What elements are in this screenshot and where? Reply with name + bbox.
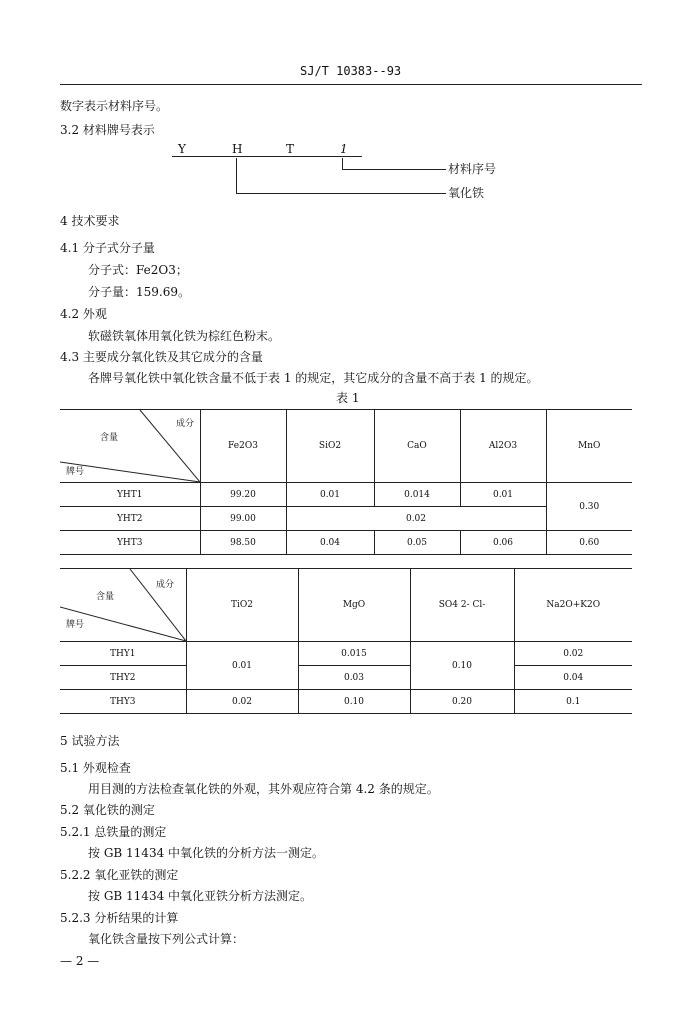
corner-content-label: 含量 bbox=[100, 433, 119, 443]
composition-table-part1 bbox=[60, 409, 632, 555]
corner-grade-label: 牌号 bbox=[66, 620, 85, 630]
grade-cell: THY1 bbox=[60, 642, 186, 666]
label-serial: 材料序号 bbox=[448, 162, 497, 176]
table-row bbox=[60, 483, 632, 507]
merged-value-cell: 0.02 bbox=[286, 507, 546, 531]
value-cell: 0.014 bbox=[374, 483, 460, 507]
col-header-cao: CaO bbox=[374, 410, 460, 483]
tio2-merged-cell: 0.01 bbox=[186, 642, 298, 690]
section-5-1-text: 用目测的方法检查氧化铁的外观，其外观应符合第 4.2 条的规定。 bbox=[88, 782, 439, 796]
code-letter-serial: 1 bbox=[340, 142, 348, 156]
col-header-mgo: MgO bbox=[298, 569, 410, 642]
so4cl-merged-cell: 0.10 bbox=[410, 642, 514, 690]
section-5-2-2-text: 按 GB 11434 中氧化亚铁分析方法测定。 bbox=[88, 889, 313, 903]
molecular-formula: 分子式：Fe2O3； bbox=[88, 263, 188, 277]
table-row bbox=[60, 531, 632, 555]
table-row bbox=[60, 666, 632, 690]
value-cell: 0.10 bbox=[298, 690, 410, 714]
col-header-al2o3: Al2O3 bbox=[460, 410, 546, 483]
section-5-2-2-title: 5.2.2 氧化亚铁的测定 bbox=[60, 868, 179, 882]
corner-grade-label: 牌号 bbox=[66, 467, 85, 477]
grade-cell: YHT3 bbox=[60, 531, 200, 555]
value-cell: 98.50 bbox=[200, 531, 286, 555]
code-letter-h: H bbox=[232, 142, 243, 156]
section-5-2-1-title: 5.2.1 总铁量的测定 bbox=[60, 825, 167, 839]
serial-connector bbox=[342, 158, 343, 169]
table-row bbox=[60, 690, 632, 714]
grade-cell: THY2 bbox=[60, 666, 186, 690]
corner-header bbox=[60, 410, 200, 483]
molecular-weight: 分子量：159.69。 bbox=[88, 285, 190, 299]
corner-component-label: 成分 bbox=[156, 580, 175, 590]
serial-leader bbox=[342, 169, 446, 170]
code-letter-t: T bbox=[286, 142, 295, 156]
section-5-1-title: 5.1 外观检查 bbox=[60, 761, 131, 775]
value-cell: 0.015 bbox=[298, 642, 410, 666]
value-cell: 0.01 bbox=[286, 483, 374, 507]
composition-table-part2 bbox=[60, 568, 632, 714]
section-3-2-title: 3.2 材料牌号表示 bbox=[60, 123, 155, 137]
iron-connector bbox=[236, 158, 237, 193]
table-row bbox=[60, 642, 632, 666]
page-number: — 2 — bbox=[60, 954, 100, 968]
corner-component-label: 成分 bbox=[176, 419, 195, 429]
value-cell: 0.05 bbox=[374, 531, 460, 555]
value-cell: 0.20 bbox=[410, 690, 514, 714]
section-5-2-title: 5.2 氧化铁的测定 bbox=[60, 803, 155, 817]
section-4-title: 4 技术要求 bbox=[60, 214, 120, 228]
col-header-mno: MnO bbox=[546, 410, 632, 483]
value-cell: 0.06 bbox=[460, 531, 546, 555]
content-requirement-text: 各牌号氧化铁中氧化铁含量不低于表 1 的规定，其它成分的含量不高于表 1 的规定。 bbox=[88, 371, 539, 385]
grade-cell: THY3 bbox=[60, 690, 186, 714]
section-5-title: 5 试验方法 bbox=[60, 734, 120, 748]
value-cell: 0.02 bbox=[514, 642, 632, 666]
col-header-tio2: TiO2 bbox=[186, 569, 298, 642]
standard-code: SJ/T 10383--93 bbox=[300, 64, 402, 78]
grade-cell: YHT1 bbox=[60, 483, 200, 507]
value-cell: 0.1 bbox=[514, 690, 632, 714]
mno-merged-cell: 0.30 bbox=[546, 483, 632, 531]
section-5-2-3-title: 5.2.3 分析结果的计算 bbox=[60, 911, 179, 925]
table-caption: 表 1 bbox=[336, 391, 360, 405]
value-cell: 0.04 bbox=[286, 531, 374, 555]
col-header-so4-cl: SO4 2- Cl- bbox=[410, 569, 514, 642]
col-header-na2o-k2o: Na2O+K2O bbox=[514, 569, 632, 642]
corner-header bbox=[60, 569, 186, 642]
corner-content-label: 含量 bbox=[96, 592, 115, 602]
value-cell: 0.02 bbox=[186, 690, 298, 714]
section-4-2-title: 4.2 外观 bbox=[60, 307, 107, 321]
value-cell: 99.20 bbox=[200, 483, 286, 507]
value-cell: 0.01 bbox=[460, 483, 546, 507]
value-cell: 99.00 bbox=[200, 507, 286, 531]
header-rule bbox=[60, 84, 642, 85]
intro-line: 数字表示材料序号。 bbox=[60, 99, 169, 113]
value-cell: 0.03 bbox=[298, 666, 410, 690]
section-4-1-title: 4.1 分子式分子量 bbox=[60, 241, 155, 255]
section-5-2-1-text: 按 GB 11434 中氧化铁的分析方法一测定。 bbox=[88, 846, 325, 860]
value-cell: 0.04 bbox=[514, 666, 632, 690]
col-header-sio2: SiO2 bbox=[286, 410, 374, 483]
code-letter-y: Y bbox=[178, 142, 186, 156]
label-iron-oxide: 氧化铁 bbox=[448, 186, 485, 200]
section-4-3-title: 4.3 主要成分氧化铁及其它成分的含量 bbox=[60, 350, 263, 364]
section-5-2-3-text: 氧化铁含量按下列公式计算： bbox=[88, 932, 245, 946]
iron-leader bbox=[236, 193, 446, 194]
code-underline bbox=[172, 156, 362, 157]
grade-cell: YHT2 bbox=[60, 507, 200, 531]
value-cell: 0.60 bbox=[546, 531, 632, 555]
col-header-fe2o3: Fe2O3 bbox=[200, 410, 286, 483]
appearance-text: 软磁铁氧体用氧化铁为棕红色粉末。 bbox=[88, 329, 281, 343]
